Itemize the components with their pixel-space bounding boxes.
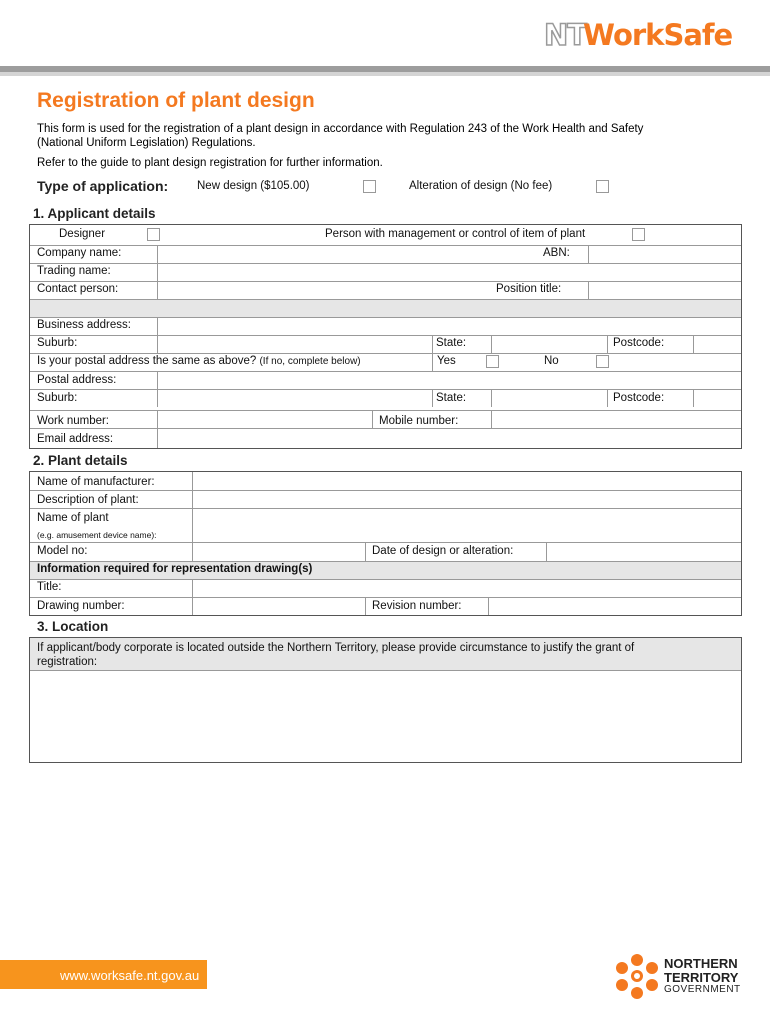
position-title-label: Position title:: [496, 283, 562, 295]
work-number-label: Work number:: [37, 415, 110, 427]
suburb-label: Suburb:: [37, 337, 78, 349]
footer-url[interactable]: www.worksafe.nt.gov.au: [60, 968, 200, 983]
postal-yes-checkbox[interactable]: [486, 355, 499, 368]
abn-field[interactable]: [589, 245, 740, 262]
drawing-info-label: Information required for representation drawing(s): [37, 563, 313, 575]
description-label: Description of plant:: [37, 494, 139, 506]
section-3-heading: 3. Location: [37, 619, 109, 634]
postal-no-checkbox[interactable]: [596, 355, 609, 368]
page-title: Registration of plant design: [37, 89, 315, 112]
header-bar-shadow: [0, 72, 770, 76]
separator-row: [30, 300, 741, 317]
postal-suburb-field[interactable]: [158, 389, 430, 406]
mobile-number-field[interactable]: [491, 410, 740, 427]
new-design-checkbox[interactable]: [363, 180, 376, 193]
designer-label: Designer: [59, 228, 106, 240]
business-address-label: Business address:: [37, 319, 131, 331]
section-1-heading: 1. Applicant details: [33, 206, 156, 221]
email-address-field[interactable]: [158, 428, 740, 447]
postal-suburb-label: Suburb:: [37, 392, 78, 404]
nt-gov-logo-icon: [612, 952, 662, 1000]
new-design-label: New design ($105.00): [197, 180, 310, 192]
postal-same-text: Is your postal address the same as above?: [37, 355, 257, 367]
trading-name-label: Trading name:: [37, 265, 111, 277]
state-label: State:: [436, 337, 467, 349]
application-type-label: Type of application:: [37, 178, 169, 194]
intro-line-2: (National Uniform Legislation) Regulations.: [37, 137, 256, 149]
intro-line-3: Refer to the guide to plant design registration for further information.: [37, 157, 383, 169]
state-field[interactable]: [491, 335, 605, 352]
email-address-label: Email address:: [37, 433, 114, 445]
person-management-checkbox[interactable]: [632, 228, 645, 241]
alteration-design-label: Alteration of design (No fee): [409, 180, 553, 192]
intro-line-1: This form is used for the registration of a plant design in accordance with Regulation 243 of the Work Health and Safety: [37, 123, 644, 135]
position-title-field[interactable]: [589, 281, 740, 298]
company-name-label: Company name:: [37, 247, 122, 259]
postal-no-label: No: [544, 355, 559, 367]
date-design-field[interactable]: [547, 542, 740, 560]
postal-address-field[interactable]: [158, 371, 740, 388]
person-management-label: Person with management or control of item of plant: [325, 228, 586, 240]
suburb-field[interactable]: [158, 335, 430, 352]
revision-number-field[interactable]: [489, 597, 740, 614]
location-text-2: registration:: [37, 656, 98, 668]
name-of-plant-label: Name of plant: [37, 512, 109, 524]
manufacturer-field[interactable]: [193, 472, 740, 489]
model-no-field[interactable]: [193, 542, 364, 560]
logo-worksafe-text: WorkSafe: [583, 18, 733, 52]
drawing-number-label: Drawing number:: [37, 600, 125, 612]
postal-postcode-label: Postcode:: [613, 392, 665, 404]
date-design-label: Date of design or alteration:: [372, 545, 514, 557]
name-of-plant-note: (e.g. amusement device name):: [37, 530, 157, 540]
postcode-label: Postcode:: [613, 337, 665, 349]
location-text-1: If applicant/body corporate is located outside the Northern Territory, please provide circumstance to justify the grant of: [37, 642, 635, 654]
nt-gov-line-1: NORTHERN: [664, 956, 738, 971]
drawing-title-field[interactable]: [193, 579, 740, 596]
revision-number-label: Revision number:: [372, 600, 462, 612]
postal-address-label: Postal address:: [37, 374, 117, 386]
location-justification-field[interactable]: [32, 671, 742, 763]
nt-gov-line-2: TERRITORY: [664, 970, 739, 985]
postal-postcode-field[interactable]: [693, 389, 740, 406]
section-2-heading: 2. Plant details: [33, 453, 128, 468]
company-name-field[interactable]: [158, 245, 586, 262]
logo-nt-text: NT: [544, 18, 587, 52]
postal-same-note: (If no, complete below): [259, 356, 361, 367]
abn-label: ABN:: [543, 247, 570, 259]
manufacturer-label: Name of manufacturer:: [37, 476, 155, 488]
alteration-design-checkbox[interactable]: [596, 180, 609, 193]
postal-state-field[interactable]: [491, 389, 605, 406]
postcode-field[interactable]: [693, 335, 740, 352]
postal-yes-label: Yes: [437, 355, 456, 367]
business-address-field[interactable]: [158, 317, 740, 334]
mobile-number-label: Mobile number:: [379, 415, 459, 427]
postal-state-label: State:: [436, 392, 467, 404]
contact-person-label: Contact person:: [37, 283, 119, 295]
drawing-number-field[interactable]: [193, 597, 364, 614]
name-of-plant-field[interactable]: [193, 508, 740, 541]
nt-gov-wordmark: [664, 957, 738, 985]
description-field[interactable]: [193, 490, 740, 507]
trading-name-field[interactable]: [158, 263, 740, 280]
work-number-field[interactable]: [158, 410, 371, 427]
drawing-title-label: Title:: [37, 581, 62, 593]
model-no-label: Model no:: [37, 545, 88, 557]
designer-checkbox[interactable]: [147, 228, 160, 241]
nt-gov-line-3: GOVERNMENT: [664, 984, 741, 995]
postal-same-question: [37, 355, 361, 367]
